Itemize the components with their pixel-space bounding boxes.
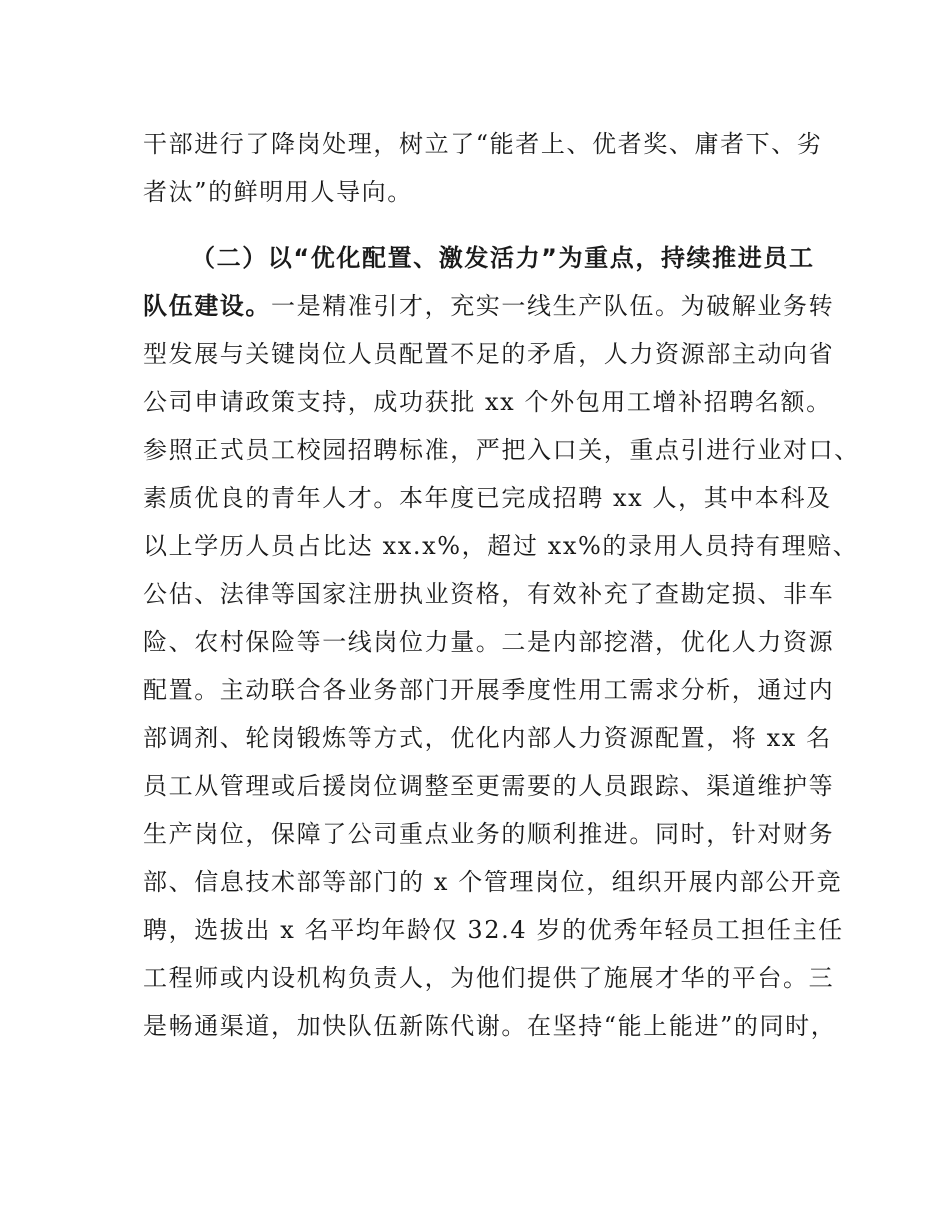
text-line-7: 参照正式员工校园招聘标准，严把入口关，重点引进行业对口、 <box>143 436 860 464</box>
section-heading-line-2: 队伍建设。 <box>143 292 271 320</box>
text-line-10: 公估、法律等国家注册执业资格，有效补充了查勘定损、非车 <box>143 580 835 608</box>
text-line-1: 干部进行了降岗处理，树立了“能者上、优者奖、庸者下、劣 <box>143 130 823 158</box>
text-line-19: 是畅通渠道，加快队伍新陈代谢。在坚持“能上能进”的同时， <box>143 1012 837 1040</box>
text-line-6: 公司申请政策支持，成功获批 xx 个外包用工增补招聘名额。 <box>143 388 832 416</box>
text-line-18: 工程师或内设机构负责人，为他们提供了施展才华的平台。三 <box>143 964 835 992</box>
text-line-11: 险、农村保险等一线岗位力量。二是内部挖潜，优化人力资源 <box>143 628 835 656</box>
text-line-13: 部调剂、轮岗锻炼等方式，优化内部人力资源配置，将 xx 名 <box>143 724 832 752</box>
text-line-17: 聘，选拔出 x 名平均年龄仅 32.4 岁的优秀年轻员工担任主任 <box>143 916 844 944</box>
text-line-4-body: 一是精准引才，充实一线生产队伍。为破解业务转 <box>271 292 835 320</box>
section-heading-line-1: （二）以“优化配置、激发活力”为重点，持续推进员工 <box>191 244 815 272</box>
text-line-12: 配置。主动联合各业务部门开展季度性用工需求分析，通过内 <box>143 676 835 704</box>
text-line-8: 素质优良的青年人才。本年度已完成招聘 xx 人，其中本科及 <box>143 484 832 512</box>
text-line-16: 部、信息技术部等部门的 x 个管理岗位，组织开展内部公开竞 <box>143 868 843 896</box>
text-line-4 <box>143 291 834 321</box>
text-line-9: 以上学历人员占比达 xx.x%，超过 xx%的录用人员持有理赔、 <box>143 532 859 560</box>
text-line-2: 者汰”的鲜明用人导向。 <box>143 178 413 206</box>
text-line-5: 型发展与关键岗位人员配置不足的矛盾，人力资源部主动向省 <box>143 340 835 368</box>
text-line-15: 生产岗位，保障了公司重点业务的顺利推进。同时，针对财务 <box>143 820 835 848</box>
text-line-14: 员工从管理或后援岗位调整至更需要的人员跟踪、渠道维护等 <box>143 772 835 800</box>
